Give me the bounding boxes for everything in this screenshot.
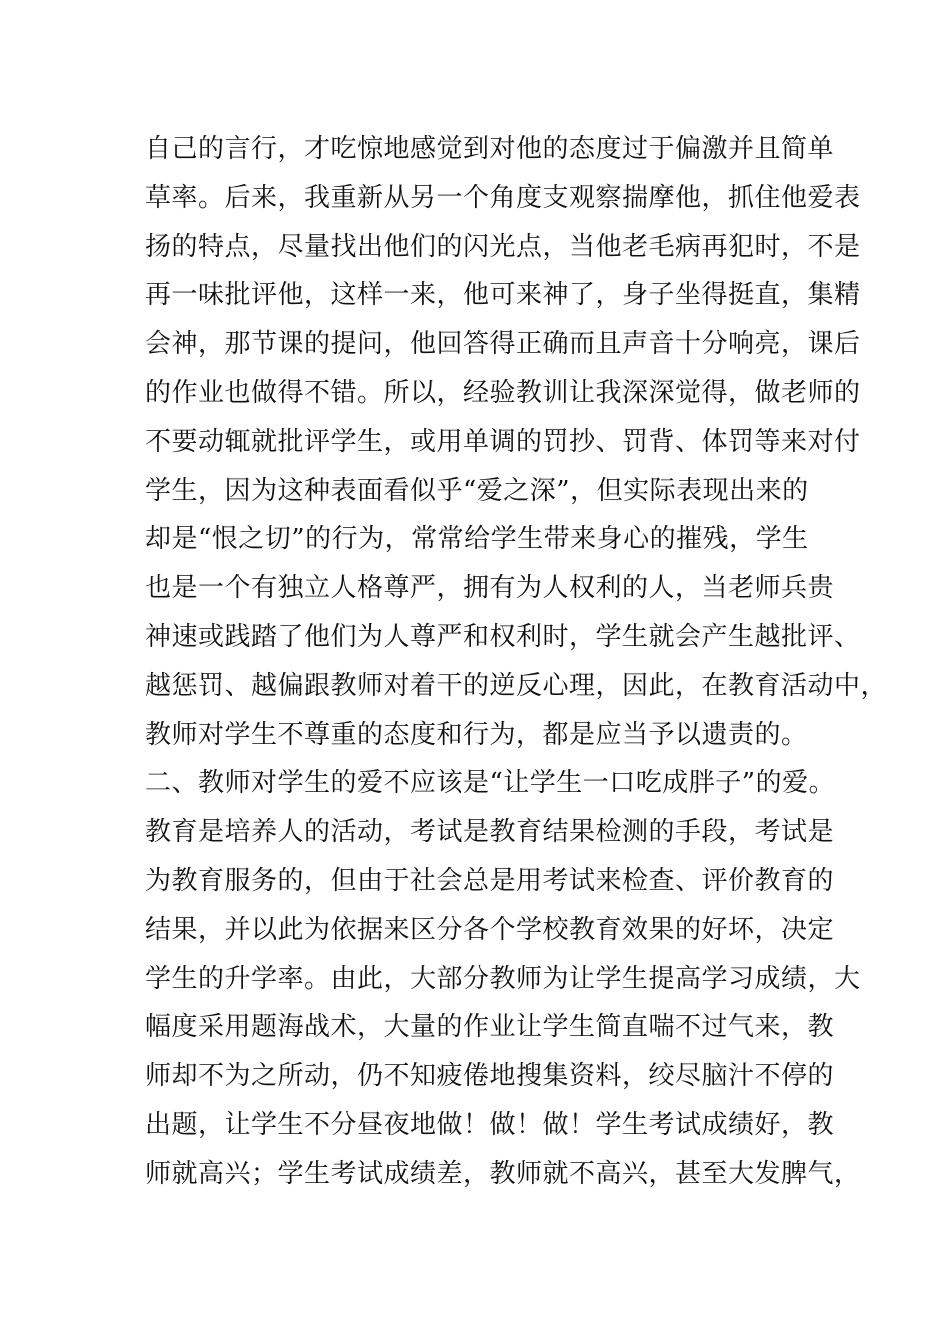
text-line: 会神，那节课的提问，他回答得正确而且声音十分响亮，课后 xyxy=(145,329,861,360)
section-heading: 二、教师对学生的爱不应该是“让学生一口吃成胖子”的爱。 xyxy=(145,768,836,799)
text-line: 师却不为之所动，仍不知疲倦地搜集资料，绞尽脑汁不停的 xyxy=(145,1061,835,1092)
text-line: 越惩罚、越偏跟教师对着干的逆反心理，因此，在教育活动中， xyxy=(145,670,888,701)
text-line: 出题，让学生不分昼夜地做！做！做！学生考试成绩好，教 xyxy=(145,1109,835,1140)
text-line: 也是一个有独立人格尊严，拥有为人权利的人，当老师兵贵 xyxy=(145,573,835,604)
text-line: 草率。后来，我重新从另一个角度支观察揣摩他，抓住他爱表 xyxy=(145,182,861,213)
text-line: 的作业也做得不错。所以，经验教训让我深深觉得，做老师的 xyxy=(145,377,861,408)
text-line: 为教育服务的，但由于社会总是用考试来检查、评价教育的 xyxy=(145,865,835,896)
body-text xyxy=(145,125,888,1199)
text-line: 神速或践踏了他们为人尊严和权利时，学生就会产生越批评、 xyxy=(145,621,861,652)
text-line: 学生，因为这种表面看似乎“爱之深”，但实际表现出来的 xyxy=(145,475,809,506)
text-line: 学生的升学率。由此，大部分教师为让学生提高学习成绩，大 xyxy=(145,963,861,994)
text-line: 再一味批评他，这样一来，他可来神了，身子坐得挺直，集精 xyxy=(145,280,861,311)
text-line: 结果，并以此为依据来区分各个学校教育效果的好坏，决定 xyxy=(145,914,835,945)
text-line: 教育是培养人的活动，考试是教育结果检测的手段，考试是 xyxy=(145,817,835,848)
text-line: 扬的特点，尽量找出他们的闪光点，当他老毛病再犯时，不是 xyxy=(145,231,861,262)
text-line: 却是“恨之切”的行为，常常给学生带来身心的摧残，学生 xyxy=(145,524,809,555)
text-line: 自己的言行，才吃惊地感觉到对他的态度过于偏激并且简单 xyxy=(145,134,835,164)
text-line: 教师对学生不尊重的态度和行为，都是应当予以遗责的。 xyxy=(145,719,808,750)
text-line: 不要动辄就批评学生，或用单调的罚抄、罚背、体罚等来对付 xyxy=(145,426,861,457)
text-line: 师就高兴；学生考试成绩差，教师就不高兴，甚至大发脾气， xyxy=(145,1158,861,1189)
text-line: 幅度采用题海战术，大量的作业让学生简直喘不过气来，教 xyxy=(145,1012,835,1043)
